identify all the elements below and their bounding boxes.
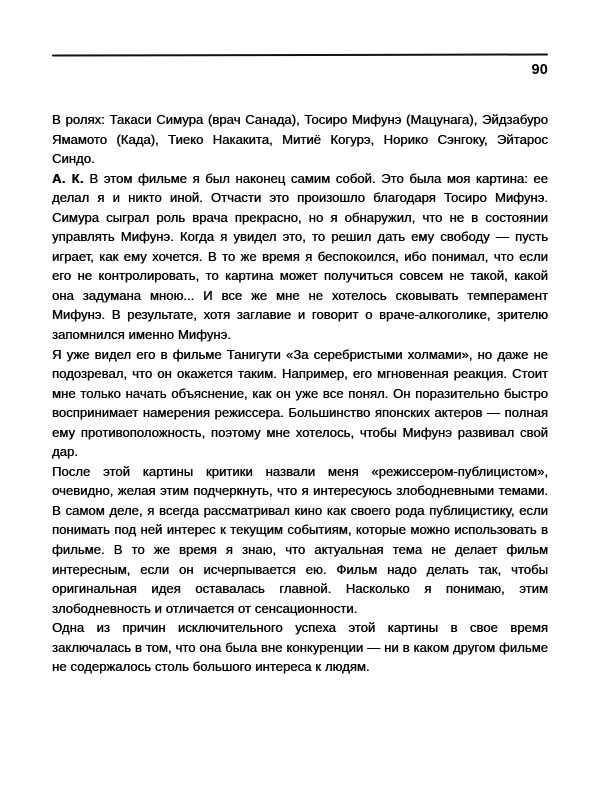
paragraph-text: Одна из причин исключительного успеха этой картины в свое время заключалась в том, что она была вне конкуренции — ни в каком другом фильме не содержалось столь большого интереса к людям. (52, 620, 548, 675)
speaker-initials: А. К. (52, 170, 84, 186)
paragraph-ak-statement-4 (52, 618, 548, 677)
page-body (52, 110, 548, 677)
page-header (52, 54, 548, 78)
header-horizontal-rule (52, 53, 548, 56)
paragraph-text: Я уже видел его в фильме Танигути «За серебристыми холмами», но даже не подозревал, что он окажется таким. Например, его мгновенная реакция. Стоит мне только начать объяснение, как он уже все понял. Он поразительно быстро воспринимает намерения режиссера. Большинство японских актеров — полная ему противоположность, поэтому мне хотелось, чтобы Мифунэ развивал свой дар. (52, 346, 548, 460)
paragraph-text: В этом фильме я был наконец самим собой. Это была моя картина: ее делал я и никто иной. Отчасти это произошло благодаря Тосиро Мифунэ. Симура сыграл роль врача прекрасно, но я обнаружил, что не в состоянии управлять Мифунэ. Когда я увидел это, то решил дать ему свободу — пусть играет, как ему хочется. В то же время я беспокоился, ибо понимал, что если его не контролировать, то картина может получиться совсем не такой, какой она задумана мною... И все же мне не хотелось сковывать темперамент Мифунэ. В результате, хотя заглавие и говорит о враче-алкоголике, зрителю запомнился именно Мифунэ. (52, 170, 549, 343)
paragraph-ak-statement-2 (52, 345, 548, 462)
paragraph-text: В ролях: Такаси Симура (врач Санада), Тосиро Мифунэ (Мацунага), Эйдзабуро Ямамото (Када), Тиеко Накакита, Митиё Когурэ, Норико Сэнгоку, Эйтарос Синдо. (52, 112, 548, 167)
paragraph-cast-list (52, 110, 548, 169)
paragraph-text: После этой картины критики назвали меня «режиссером-публицистом», очевидно, желая этим подчеркнуть, что я интересуюсь злободневными темами. В самом деле, я всегда рассматривал кино как своего рода публицистику, если понимать под ней интерес к текущим событиям, которые можно использовать в фильме. В то же время я знаю, что актуальная тема не делает фильм интересным, если он исчерпывается ею. Фильм надо делать так, чтобы оригинальная идея оставалась главной. Насколько я понимаю, этим злободневность и отличается от сенсационности. (52, 463, 548, 616)
paragraph-ak-statement-1 (52, 169, 548, 345)
page-number: 90 (531, 62, 548, 78)
paragraph-ak-statement-3 (52, 462, 548, 618)
